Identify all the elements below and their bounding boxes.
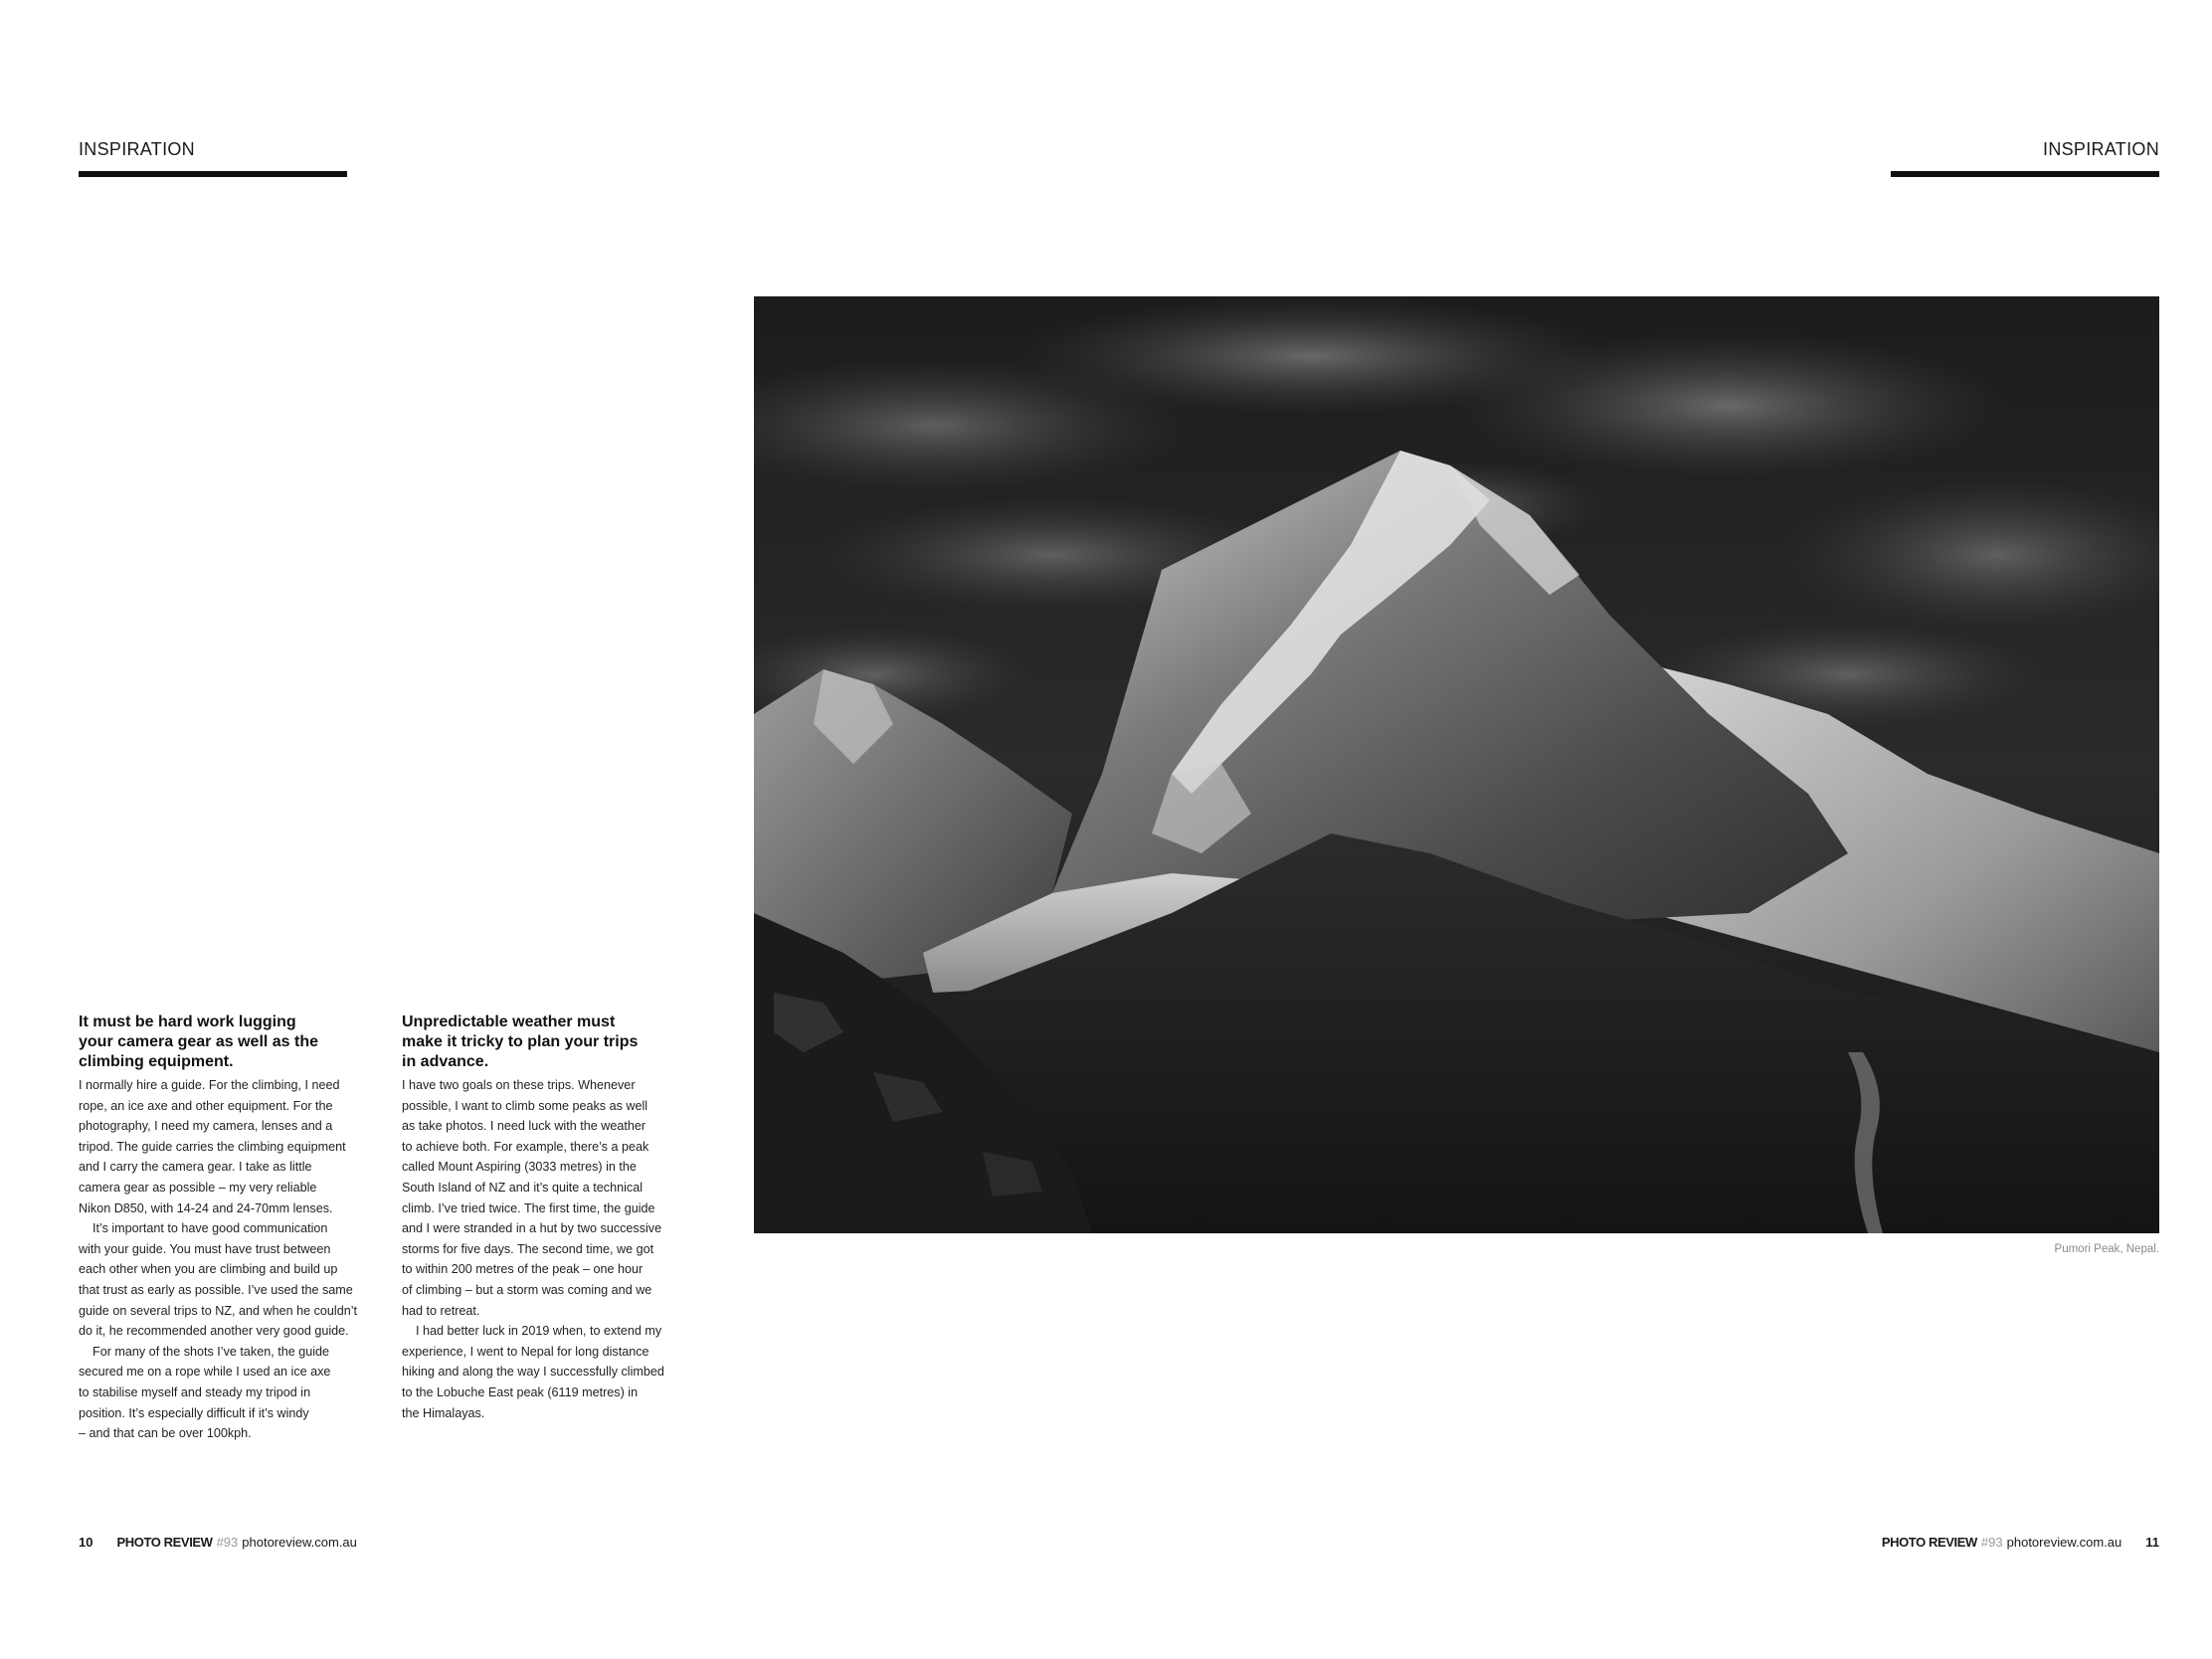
column2-paragraph-2: I had better luck in 2019 when, to extend my experience, I went to Nepal for long distance hiking and along the way I successfully climbed to the Lobuche East peak (6119 metres) in the Himalayas. <box>402 1324 664 1420</box>
website-right: photoreview.com.au <box>2006 1535 2122 1550</box>
brand-name-left: PHOTO REVIEW <box>116 1535 213 1550</box>
column1-paragraph-3: For many of the shots I’ve taken, the guide secured me on a rope while I used an ice axe to stabilise myself and steady my tripod in position. It’s especially difficult if it’s windy – and that can be over 100kph. <box>79 1344 331 1441</box>
brand-name-right: PHOTO REVIEW <box>1881 1535 1977 1550</box>
page-number-left: 10 <box>79 1535 93 1550</box>
website-left: photoreview.com.au <box>242 1535 357 1550</box>
mountain-photo <box>754 296 2159 1233</box>
interview-question-1: It must be hard work lugging your camera gear as well as the climbing equipment. <box>79 1014 319 1070</box>
header-rule-right <box>1891 171 2159 177</box>
interview-question-2: Unpredictable weather must make it tricky to plan your trips in advance. <box>402 1014 639 1070</box>
column1-paragraph-2: It’s important to have good communication with your guide. You must have trust between each other when you are climbing and build up that trust as early as possible. I’ve used the same guide on several trips to NZ, and when he couldn’t do it, he recommended another very good guide. <box>79 1221 358 1339</box>
photo-caption: Pumori Peak, Nepal. <box>2054 1243 2159 1255</box>
article-column-1 <box>79 1013 377 1444</box>
footer-left <box>79 1535 357 1550</box>
issue-number-left: #93 <box>216 1535 239 1550</box>
header-rule-left <box>79 171 347 177</box>
column2-paragraph-1: I have two goals on these trips. Whenever possible, I want to climb some peaks as well as take photos. I need luck with the weather to achieve both. For example, there’s a peak called Mount Aspiring (3033 metres) in the South Island of NZ and it’s quite a technical climb. I’ve tried twice. The first time, the guide and I were stranded in a hut by two successive storms for five days. The second time, we got to within 200 metres of the peak – one hour of climbing – but a storm was coming and we had to retreat. <box>402 1078 662 1318</box>
issue-number-right: #93 <box>1980 1535 2003 1550</box>
section-label-right: INSPIRATION <box>2043 139 2159 159</box>
article-column-2 <box>402 1013 700 1423</box>
section-label-left: INSPIRATION <box>79 139 195 159</box>
footer-right <box>1882 1535 2159 1550</box>
page-number-right: 11 <box>2145 1535 2159 1550</box>
column1-paragraph-1: I normally hire a guide. For the climbing, I need rope, an ice axe and other equipment. For the photography, I need my camera, lenses and a tripod. The guide carries the climbing equipment and I carry the camera gear. I take as little camera gear as possible – my very reliable Nikon D850, with 14-24 and 24-70mm lenses. <box>79 1078 346 1215</box>
